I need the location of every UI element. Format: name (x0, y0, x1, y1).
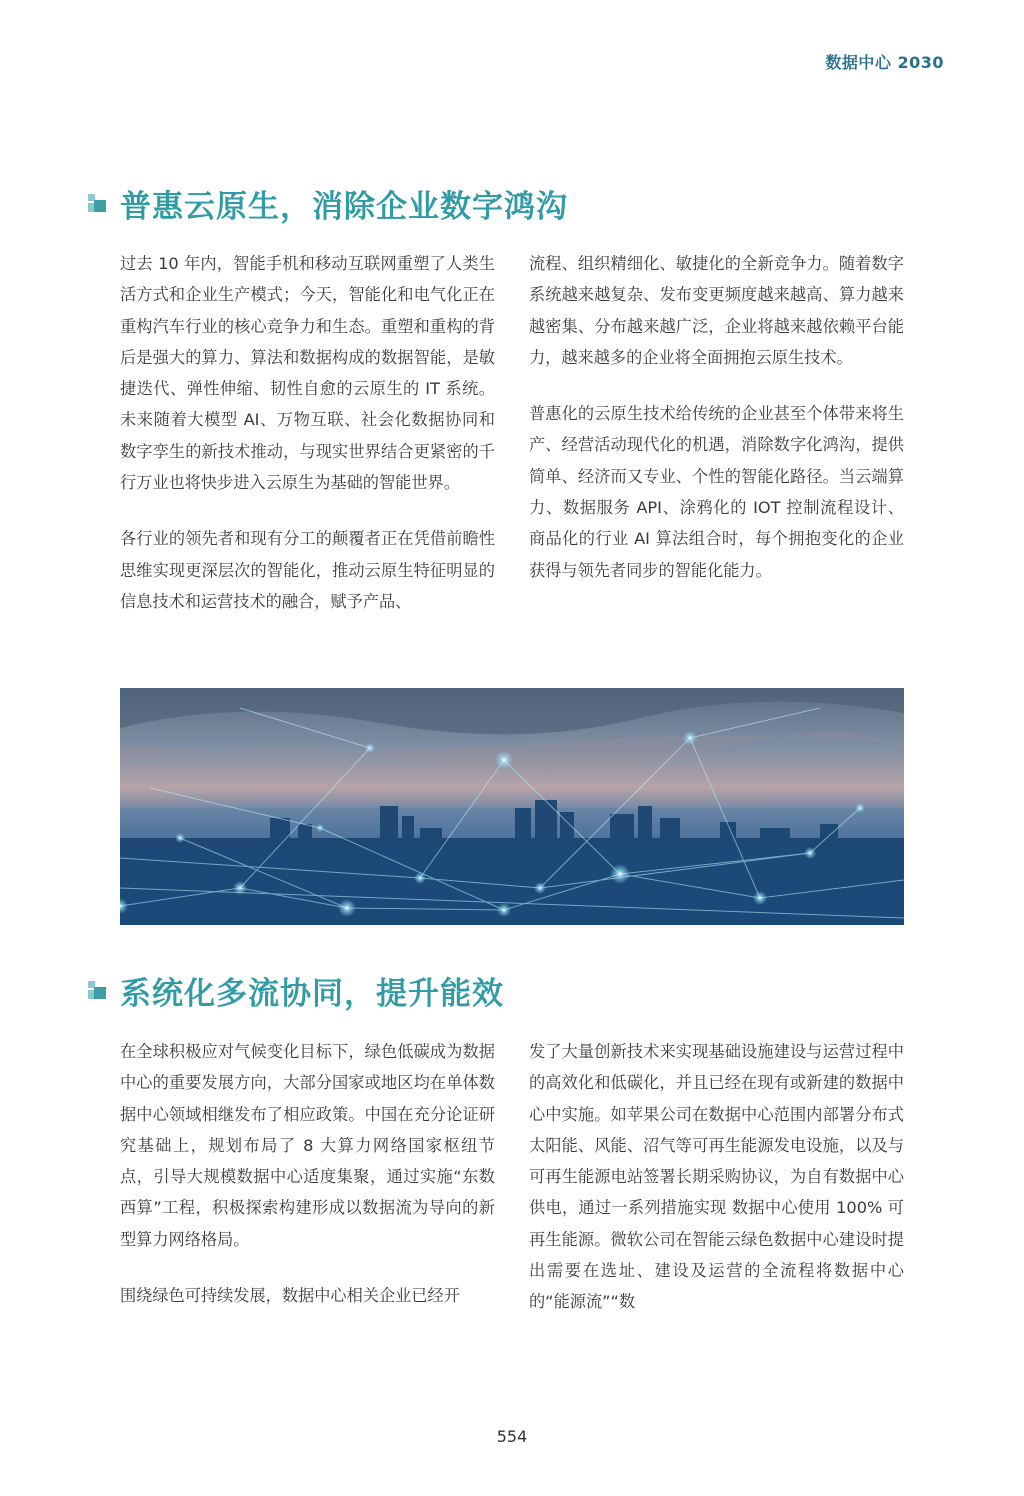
paragraph: 围绕绿色可持续发展，数据中心相关企业已经开 (120, 1286, 460, 1306)
section-heading-2 (88, 968, 504, 1013)
section1-right-column (529, 248, 904, 586)
paragraph: 流程、组织精细化、敏捷化的全新竞争力。随着数字系统越来越复杂、发布变更频度越来越高、算力越来越密集、分布越来越广泛，企业将越来越依赖平台能力，越来越多的企业将全面拥抱云原生技术。 (529, 254, 904, 367)
heading-square-icon (88, 194, 108, 214)
paragraph: 过去 10 年内，智能手机和移动互联网重塑了人类生活方式和企业生产模式；今天，智能化和电气化正在重构汽车行业的核心竞争力和生态。重塑和重构的背后是强大的算力、算法和数据构成的数据智能，是敏捷迭代、弹性伸缩、韧性自愈的云原生的 IT 系统。未来随着大模型 AI、万物互联、社会化数据协同和数字孪生的新技术推动，与现实世界结合更紧密的千行万业也将快步进入云原生为基础的智能世界。 (120, 254, 495, 493)
page-number: 554 (496, 1427, 528, 1446)
paragraph: 普惠化的云原生技术给传统的企业甚至个体带来将生产、经营活动现代化的机遇，消除数字化鸿沟，提供简单、经济而又专业、个性的智能化路径。当云端算力、数据服务 API、涂鸦化的 IOT 控制流程设计、商品化的行业 AI 算法组合时，每个拥抱变化的企业获得与领先者同步的智能化能力。 (529, 404, 904, 580)
paragraph: 各行业的领先者和现有分工的颠覆者正在凭借前瞻性思维实现更深层次的智能化，推动云原生特征明显的信息技术和运营技术的融合，赋予产品、 (120, 529, 495, 611)
heading-square-icon (88, 981, 108, 1001)
section-heading-1 (88, 181, 568, 226)
section1-left-column (120, 248, 495, 617)
paragraph: 在全球积极应对气候变化目标下，绿色低碳成为数据中心的重要发展方向，大部分国家或地区均在单体数据中心领域相继发布了相应政策。中国在充分论证研究基础上，规划布局了 8 大算力网络国家枢纽节点，引导大规模数据中心适度集聚，通过实施“东数西算”工程，积极探索构建形成以数据流为导向的新型算力网络格局。 (120, 1042, 495, 1249)
city-network-image (120, 688, 904, 925)
section2-right-column (529, 1036, 904, 1318)
section-title: 普惠云原生，消除企业数字鸿沟 (120, 189, 568, 225)
running-header-title: 数据中心 2030 (825, 53, 944, 72)
section-title: 系统化多流协同，提升能效 (120, 976, 504, 1012)
section2-left-column (120, 1036, 495, 1311)
paragraph: 发了大量创新技术来实现基础设施建设与运营过程中的高效化和低碳化，并且已经在现有或新建的数据中心中实施。如苹果公司在数据中心范围内部署分布式太阳能、风能、沼气等可再生能源发电设施，以及与可再生能源电站签署长期采购协议，为自有数据中心供电，通过一系列措施实现 数据中心使用 100% 可再生能源。微软公司在智能云绿色数据中心建设时提出需要在选址、建设及运营的全流程将数据中心的“能源流”“数 (529, 1042, 904, 1312)
